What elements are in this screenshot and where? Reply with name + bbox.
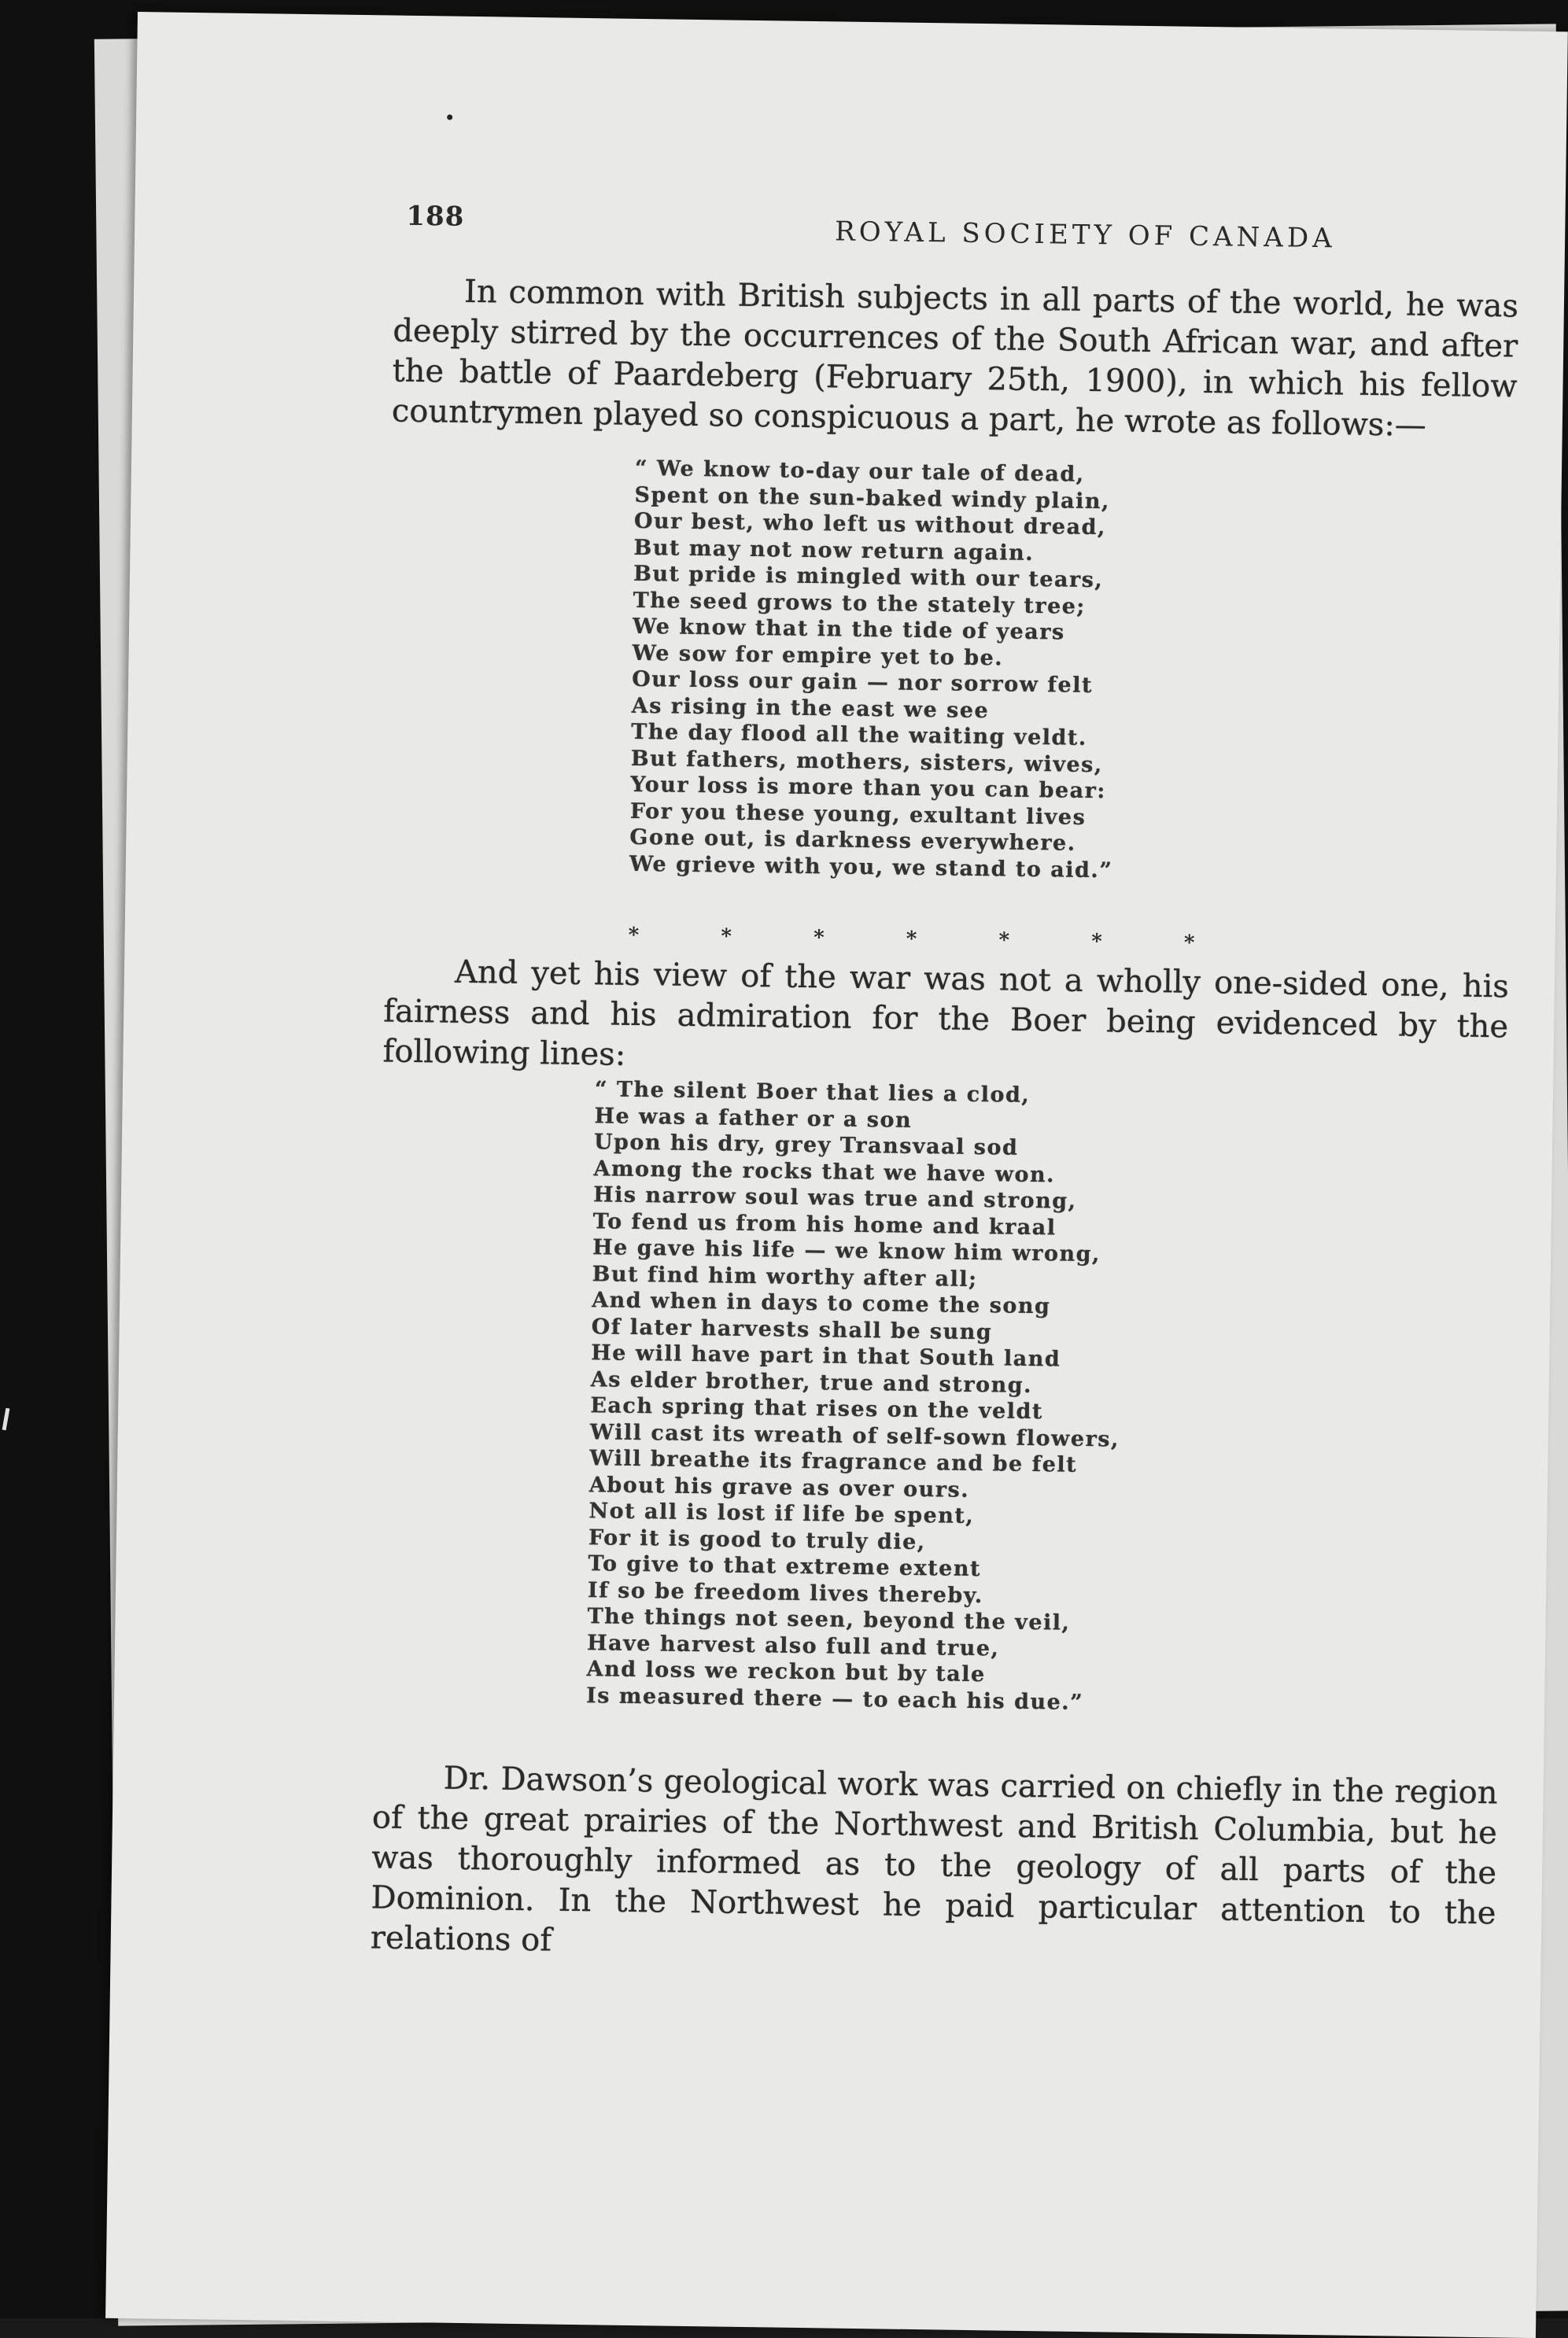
poem-line: We sow for empire yet to be.: [632, 640, 1004, 670]
poem-line: Our best, who left us without dread,: [633, 508, 1107, 540]
paragraph-geology: [370, 1757, 1497, 1974]
poem-silent-boer: [586, 1076, 1124, 1716]
poem-line: Upon his dry, grey Transvaal sod: [593, 1130, 1019, 1160]
paragraph-war: [392, 271, 1519, 448]
poem-line: He was a father or a son: [594, 1103, 913, 1133]
poem-line: Not all is lost if life be spent,: [588, 1499, 975, 1529]
poem-line: For you these young, exultant lives: [629, 798, 1087, 830]
poem-line: Among the rocks that we have won.: [593, 1156, 1056, 1187]
poem-line: The things not seen, beyond the veil,: [587, 1604, 1071, 1635]
poem-line: But fathers, mothers, sisters, wives,: [630, 746, 1104, 777]
poem-line: Your loss is more than you can bear:: [630, 772, 1107, 804]
poem-line: “ We know to-day our tale of dead,: [634, 455, 1085, 487]
poem-line: About his grave as over ours.: [588, 1472, 970, 1503]
poem-line: Is measured there — to each his due.”: [585, 1683, 1084, 1715]
star: *: [628, 923, 640, 948]
poem-line: And when in days to come the song: [591, 1288, 1051, 1319]
poem-line: He will have part in that South land: [591, 1340, 1061, 1372]
poem-line: Of later harvests shall be sung: [591, 1314, 993, 1344]
poem-line: Gone out, is darkness everywhere.: [629, 824, 1076, 856]
page-number: 188: [406, 200, 465, 233]
poem-line: As elder brother, true and strong.: [590, 1366, 1033, 1398]
poem-line: To fend us from his home and kraal: [592, 1208, 1057, 1240]
poem-line: But find him worthy after all;: [592, 1261, 978, 1292]
poem-line: Will breathe its fragrance and be felt: [589, 1446, 1078, 1477]
poem-line: Our loss our gain — nor sorrow felt: [631, 666, 1094, 699]
poem-line: Will cast its wreath of self-sown flowers,: [589, 1419, 1120, 1452]
paragraph-text: In common with British subjects in all parts of the world, he was deeply stirred by the occurrences of the South African war, and after the battle of Paardeberg (February 25th, 1900), in which his fellow countrymen played so conspicuous a part, he wrote as follows:—: [391, 273, 1519, 444]
star: *: [1090, 930, 1103, 954]
poem-line: And loss we reckon but by tale: [586, 1657, 986, 1687]
poem-line: But may not now return again.: [633, 535, 1035, 566]
book-page: [105, 12, 1568, 2338]
poem-line: Spent on the sun-baked windy plain,: [634, 482, 1111, 514]
poem-line: But pride is mingled with our tears,: [633, 561, 1104, 593]
page-header: [406, 201, 1508, 264]
paragraph-text: Dr. Dawson’s geological work was carried on chiefly in the region of the great prairies of the Northwest and British Columbia, but he was thoroughly informed as to the geology of all parts of the Dominion. In the Northwest he paid particular attention to the relations of: [370, 1760, 1498, 1959]
poem-line: The day flood all the waiting veldt.: [631, 719, 1087, 750]
poem-line: For it is good to truly die,: [588, 1525, 926, 1554]
star: *: [998, 928, 1010, 953]
poem-line: As rising in the east we see: [631, 693, 990, 723]
poem-line: To give to that extreme extent: [588, 1551, 982, 1582]
poem-line: We grieve with you, we stand to aid.”: [629, 851, 1113, 883]
star: *: [906, 927, 917, 951]
poem-line: He gave his life — we know him wrong,: [592, 1235, 1101, 1267]
section-break-stars: [628, 924, 1194, 955]
star: *: [721, 924, 732, 949]
poem-line: If so be freedom lives thereby.: [587, 1577, 984, 1608]
poem-line: The seed grows to the stately tree;: [633, 588, 1087, 619]
page-speck: [447, 115, 452, 120]
star: *: [813, 926, 825, 950]
poem-line: We know that in the tide of years: [632, 614, 1065, 645]
poem-line: “ The silent Boer that lies a clod,: [594, 1077, 1031, 1108]
poem-line: His narrow soul was true and strong,: [592, 1182, 1077, 1214]
poem-paardeberg: [629, 455, 1119, 884]
running-title: ROYAL SOCIETY OF CANADA: [834, 216, 1336, 255]
paragraph-boer: [382, 951, 1509, 1087]
poem-line: Have harvest also full and true,: [586, 1630, 1000, 1661]
star: *: [1183, 931, 1195, 955]
poem-line: Each spring that rises on the veldt: [590, 1393, 1044, 1425]
paragraph-text: And yet his view of the war was not a wholly one-sided one, his fairness and his admiration for the Boer being evidenced by the following lines:: [382, 953, 1510, 1073]
